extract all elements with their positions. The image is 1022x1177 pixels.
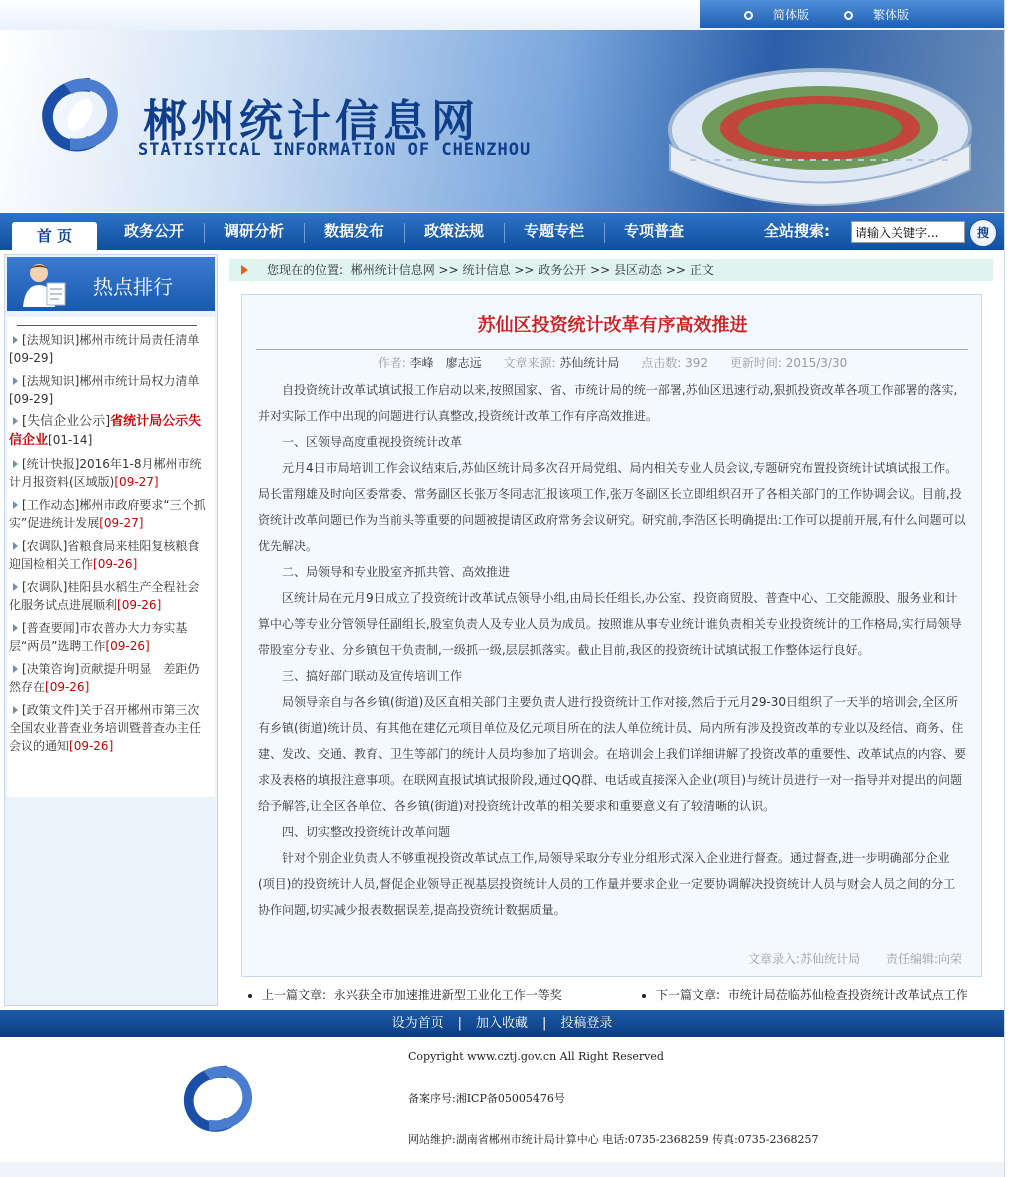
traditional-label: 繁体版	[873, 8, 910, 22]
nav-home[interactable]: 首 页	[12, 222, 97, 250]
section-heading: 二、局领导和专业股室齐抓共管、高效推进	[282, 565, 511, 579]
language-bar	[700, 0, 1004, 28]
article-body	[258, 377, 966, 923]
entry-label: 文章录入:	[748, 952, 801, 966]
item-title[interactable]: 2016年1-8月郴州市统计月报资料(区域版)	[9, 457, 202, 489]
article	[241, 294, 982, 977]
search-button[interactable]: 搜	[969, 219, 997, 247]
item-title[interactable]: 郴州市统计局责任清单	[79, 333, 200, 347]
editor-label: 责任编辑:	[885, 952, 938, 966]
arrow-icon	[13, 417, 18, 425]
copyright: Copyright www.cztj.gov.cn All Right Reserved	[408, 1050, 664, 1063]
next-article-link[interactable]	[642, 986, 968, 1003]
item-title[interactable]: 郴州市政府要求“三个抓实”促进统计发展	[9, 498, 206, 530]
footer-separator: |	[457, 1016, 462, 1031]
arrow-icon	[13, 336, 18, 344]
prev-label: 上一篇文章:	[262, 988, 327, 1002]
nav-policy[interactable]: 政策法规	[423, 222, 484, 240]
hot-ranking-list	[7, 317, 215, 797]
circle-icon	[844, 11, 853, 20]
section-heading: 一、区领导高度重视投资统计改革	[282, 435, 463, 449]
next-label: 下一篇文章:	[656, 988, 721, 1002]
list-item[interactable]	[7, 367, 215, 408]
author-label: 作者:	[377, 356, 406, 370]
item-title[interactable]: 桂阳县水稻生产全程社会化服务试点进展顺利	[9, 580, 200, 612]
search-label: 全站搜索:	[764, 222, 830, 240]
item-title[interactable]: 贡献提升明显 差距仍然存在	[9, 662, 200, 694]
item-date: [09-27]	[99, 516, 144, 530]
arrow-icon	[13, 583, 18, 591]
arrow-icon	[13, 377, 18, 385]
nav-data-release[interactable]: 数据发布	[323, 222, 384, 240]
prev-article-link[interactable]	[248, 986, 562, 1003]
arrow-icon	[13, 624, 18, 632]
nav-divider	[604, 223, 605, 243]
bullet-icon	[248, 994, 252, 998]
paragraph: 元月4日市局培训工作会议结束后,苏仙区统计局多次召开局党组、局内相关专业人员会议,专题研究布置投资统计试填试报工作。局长雷翔雄及时向区委常委、常务副区长张万冬同志汇报该项工作,张万冬副区长立即组织召开了各相关部门的工作协调会议。目前,投资统计改革问题已作为当前头等重要的问题被提请区政府常务会议研究。研究前,李浩区长明确提出:工作可以提前开展,有什么问题可以优先解决。	[258, 461, 966, 553]
simplified-label: 简体版	[773, 8, 810, 22]
nav-divider	[504, 223, 505, 243]
circle-icon	[744, 11, 753, 20]
bullet-icon	[642, 994, 646, 998]
item-date: [09-26]	[105, 639, 150, 653]
item-title[interactable]: 郴州市统计局权力清单	[79, 374, 200, 388]
item-title[interactable]: 省粮食局来桂阳复核粮食迎国检相关工作	[9, 539, 200, 571]
prev-title[interactable]: 永兴获全市加速推进新型工业化工作一等奖	[333, 988, 562, 1002]
submission-login-link[interactable]: 投稿登录	[560, 1016, 613, 1031]
article-footer	[242, 950, 962, 967]
search-input[interactable]	[851, 221, 965, 243]
item-title[interactable]: 省统计局公示失信企业	[9, 414, 202, 448]
nav-research[interactable]: 调研分析	[223, 222, 284, 240]
source-label: 文章来源:	[503, 356, 556, 370]
nav-divider	[204, 223, 205, 243]
breadcrumb-separator: >>	[438, 263, 459, 277]
nav-divider	[404, 223, 405, 243]
breadcrumb-current: 正文	[689, 263, 714, 277]
nav-gov-affairs[interactable]: 政务公开	[123, 222, 184, 240]
item-date: [09-29]	[9, 351, 54, 365]
item-date: [09-26]	[93, 557, 138, 571]
item-tag: [决策咨询]	[22, 662, 80, 676]
arrow-icon	[13, 501, 18, 509]
paragraph: 区统计局在元月9日成立了投资统计改革试点领导小组,由局长任组长,办公室、投资商贸股、普查中心、工交能源股、服务业和计算中心等专业分管领导任副组长,股室负责人及专业人员为成员。按照谁从事专业统计谁负责相关专业投资统计的工作格局,实行局领导带股室分专业、分乡镇包干负责制,一级抓一级,层层抓落实。截止目前,我区的投资统计试填试报工作整体运行良好。	[258, 591, 962, 657]
breadcrumb-label: 您现在的位置:	[267, 263, 344, 277]
hot-ranking-panel	[4, 254, 218, 1006]
item-date: [01-14]	[48, 433, 93, 447]
breadcrumb-separator: >>	[590, 263, 611, 277]
updated: 2015/3/30	[785, 356, 848, 370]
add-favorite-link[interactable]: 加入收藏	[475, 1016, 528, 1031]
entry: 苏仙统计局	[800, 952, 861, 966]
item-tag: [统计快报]	[22, 457, 80, 471]
item-title[interactable]: 关于召开郴州市第三次全国农业普查业务培训暨普查办主任会议的通知	[9, 703, 202, 753]
item-tag: [农调队]	[22, 539, 68, 553]
item-tag: [普查要闻]	[22, 621, 80, 635]
section-heading: 三、搞好部门联动及宣传培训工作	[282, 669, 463, 683]
arrow-icon	[13, 706, 18, 714]
arrow-icon	[13, 665, 18, 673]
header-banner	[0, 30, 1004, 212]
item-tag: [政策文件]	[22, 703, 80, 717]
breadcrumb-home[interactable]: 郴州统计信息网	[350, 263, 435, 277]
item-date: [09-26]	[117, 598, 162, 612]
item-date: [09-29]	[9, 392, 54, 406]
section-heading: 四、切实整改投资统计改革问题	[282, 825, 451, 839]
stadium-illustration	[650, 50, 990, 210]
clicks: 392	[685, 356, 708, 370]
breadcrumb-separator: >>	[514, 263, 535, 277]
next-title[interactable]: 市统计局莅临苏仙检查投资统计改革试点工作	[727, 988, 968, 1002]
item-tag: [失信企业公示]	[22, 414, 111, 429]
list-item[interactable]	[7, 573, 215, 614]
item-tag: [工作动态]	[22, 498, 80, 512]
article-title: 苏仙区投资统计改革有序高效推进	[477, 315, 748, 336]
icp-number: 备案序号:湘ICP备05005476号	[408, 1092, 565, 1105]
traditional-link[interactable]	[844, 6, 909, 23]
nav-census[interactable]: 专项普查	[623, 222, 684, 240]
item-tag: [法规知识]	[22, 333, 80, 347]
maintenance-info: 网站维护:湖南省郴州市统计局计算中心 电话:0735-2368259 传真:0735-2368257	[408, 1133, 819, 1146]
list-item[interactable]	[7, 408, 215, 450]
author: 李峰 廖志远	[409, 356, 482, 370]
paragraph: 局领导亲自与各乡镇(街道)及区直相关部门主要负责人进行投资统计工作对接,然后于元月29-30日组织了一天半的培训会,全区所有乡镇(街道)统计员、有其他在建亿元项目单位及亿元项目所在的法人单位统计员、局内所有涉及投资改革的专业以及经信、商务、住建、发改、交通、教育、卫生等部门的统计人员均参加了培训会。在培训会上我们详细讲解了投资改革的重要性、改革试点的内容、要求及表格的填报注意事项。在联网直报试填试报阶段,通过QQ群、电话或直接深入企业(项目)与统计员进行一对一指导并对提出的问题给予解答,让全区各单位、各乡镇(街道)对投资统计改革的相关要求和重要意义有了较清晰的认识。	[258, 695, 967, 813]
person-document-icon	[21, 261, 67, 309]
hot-ranking-title: 热点排行	[93, 275, 173, 299]
item-date: [09-27]	[114, 475, 159, 489]
site-title: 郴州统计信息网	[143, 96, 479, 147]
arrow-icon	[13, 542, 18, 550]
article-meta	[242, 354, 983, 371]
footer-links	[0, 1010, 1004, 1037]
list-item[interactable]	[7, 696, 215, 755]
arrow-right-icon	[241, 265, 248, 275]
arrow-icon	[13, 460, 18, 468]
item-title[interactable]: 市农普办大力夯实基层“两员”选聘工作	[9, 621, 188, 653]
list-item[interactable]	[7, 491, 215, 532]
footer-info	[0, 1037, 1004, 1162]
item-tag: [农调队]	[22, 580, 68, 594]
paragraph: 针对个别企业负责人不够重视投资改革试点工作,局领导采取分专业分组形式深入企业进行督查。通过督查,进一步明确部分企业(项目)的投资统计人员,督促企业领导正视基层投资统计人员的工作量并要求企业一定要协调解决投资统计人员与财会人员之间的分工协作问题,切实减少报表数据误差,提高投资统计数据质量。	[258, 851, 956, 917]
breadcrumb-separator: >>	[665, 263, 686, 277]
page-bottom	[0, 1162, 1004, 1177]
source: 苏仙统计局	[559, 356, 620, 370]
list-item[interactable]	[7, 614, 215, 655]
breadcrumb-text	[267, 259, 714, 281]
list-item[interactable]	[7, 450, 215, 491]
editor: 向荣	[937, 952, 962, 966]
item-date: [09-26]	[45, 680, 90, 694]
hot-ranking-header	[7, 257, 215, 311]
footer-separator: |	[542, 1016, 547, 1031]
item-tag: [法规知识]	[22, 374, 80, 388]
set-homepage-link[interactable]: 设为首页	[391, 1016, 444, 1031]
nav-divider	[304, 223, 305, 243]
breadcrumb	[229, 259, 993, 281]
updated-label: 更新时间:	[729, 356, 782, 370]
list-item[interactable]	[7, 532, 215, 573]
simplified-link[interactable]	[744, 6, 809, 23]
site-logo-icon	[30, 70, 130, 160]
nav-special[interactable]: 专题专栏	[523, 222, 584, 240]
clicks-label: 点击数:	[641, 356, 682, 370]
paragraph: 自投资统计改革试填试报工作启动以来,按照国家、省、市统计局的统一部署,苏仙区迅速行动,狠抓投资改革各项工作部署的落实,并对实际工作中出现的问题进行认真整改,投资统计改革工作有序高效推进。	[258, 383, 958, 423]
breadcrumb-stat-info[interactable]: 统计信息	[462, 263, 511, 277]
footer-logo-icon	[173, 1055, 263, 1143]
top-strip	[0, 0, 1004, 30]
divider	[256, 349, 968, 350]
list-item[interactable]	[7, 326, 215, 367]
main-nav	[0, 213, 1004, 250]
list-item[interactable]	[7, 655, 215, 696]
site-subtitle: STATISTICAL INFORMATION OF CHENZHOU	[138, 140, 532, 160]
item-date: [09-26]	[69, 739, 114, 753]
breadcrumb-gov-affairs[interactable]: 政务公开	[538, 263, 587, 277]
breadcrumb-county[interactable]: 县区动态	[614, 263, 663, 277]
